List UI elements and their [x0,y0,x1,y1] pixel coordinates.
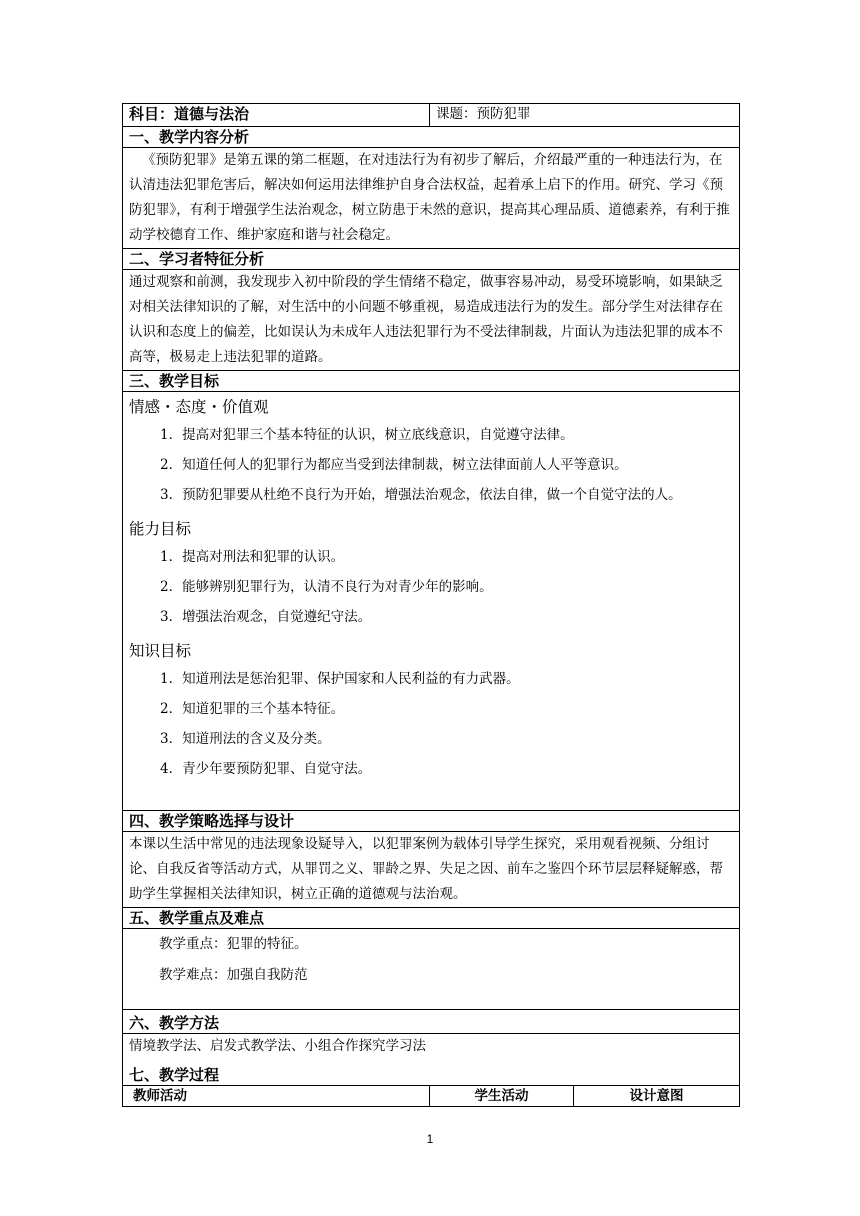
section2-title: 二、学习者特征分析 [123,249,740,270]
subject-cell: 科目：道德与法治 [123,104,430,127]
objective-item: 1．提高对犯罪三个基本特征的认识，树立底线意识，自觉遵守法律。 [160,427,574,443]
section7-title: 七、教学过程 [129,1066,220,1084]
lesson-plan-table [122,103,740,1107]
topic-cell: 课题：预防犯罪 [430,104,740,127]
column-student-activity: 学生活动 [430,1086,574,1107]
column-teacher-activity: 教师活动 [123,1086,430,1107]
section1-body: 《预防犯罪》是第五课的第二框题，在对违法行为有初步了解后，介绍最严重的一种违法行为，在认清违法犯罪危害后，解决如何运用法律维护自身合法权益，起着承上启下的作用。研究、学习《预防犯罪》，有利于增强学生法治观念，树立防患于未然的意识，提高其心理品质、道德素养，有利于推动学校德育工作、维护家庭和谐与社会稳定。 [123,148,740,249]
objective-item: 3．增强法治观念，自觉遵纪守法。 [160,609,372,625]
objective-item: 4．青少年要预防犯罪、自觉守法。 [160,761,372,777]
section6-body [123,1034,740,1086]
objective-item: 1．提高对刑法和犯罪的认识。 [160,549,345,565]
objective-item: 2．知道任何人的犯罪行为都应当受到法律制裁，树立法律面前人人平等意识。 [160,457,628,473]
objective-item: 2．能够辨别犯罪行为，认清不良行为对青少年的影响。 [160,579,493,595]
section2-body: 通过观察和前测，我发现步入初中阶段的学生情绪不稳定，做事容易冲动，易受环境影响，如果缺乏对相关法律知识的了解，对生活中的小问题不够重视，易造成违法行为的发生。部分学生对法律存在认识和态度上的偏差，比如误认为未成年人违法犯罪行为不受法律制裁，片面认为违法犯罪的成本不高等，极易走上违法犯罪的道路。 [123,270,740,371]
objective-heading-attitude: 情感・态度・价值观 [129,398,269,416]
section5-title: 五、教学重点及难点 [123,908,740,929]
section3-title: 三、教学目标 [123,371,740,392]
objective-heading-ability: 能力目标 [129,520,192,538]
section6-title: 六、教学方法 [123,1010,740,1034]
objective-item: 3．知道刑法的含义及分类。 [160,731,331,747]
section4-body: 本课以生活中常见的违法现象设疑导入，以犯罪案例为载体引导学生探究，采用观看视频、分组讨论、自我反省等活动方式，从罪罚之义、罪龄之界、失足之因、前车之鉴四个环节层层释疑解惑，帮助学生掌握相关法律知识，树立正确的道德观与法治观。 [123,832,740,908]
objectives-cell [123,392,740,811]
objective-heading-knowledge: 知识目标 [129,642,192,660]
teaching-methods: 情境教学法、启发式教学法、小组合作探究学习法 [129,1038,426,1054]
section4-title: 四、教学策略选择与设计 [123,811,740,832]
page-number: 1 [426,1132,434,1146]
objective-item: 2．知道犯罪的三个基本特征。 [160,701,345,717]
objective-item: 3．预防犯罪要从杜绝不良行为开始，增强法治观念，依法自律，做一个自觉守法的人。 [160,487,682,503]
section1-title: 一、教学内容分析 [123,127,740,148]
column-design-intent: 设计意图 [574,1086,740,1107]
objective-item: 1．知道刑法是惩治犯罪、保护国家和人民利益的有力武器。 [160,671,520,687]
difficult-point: 教学难点：加强自我防范 [159,967,308,983]
key-point: 教学重点：犯罪的特征。 [159,936,308,952]
section5-body [123,929,740,1010]
